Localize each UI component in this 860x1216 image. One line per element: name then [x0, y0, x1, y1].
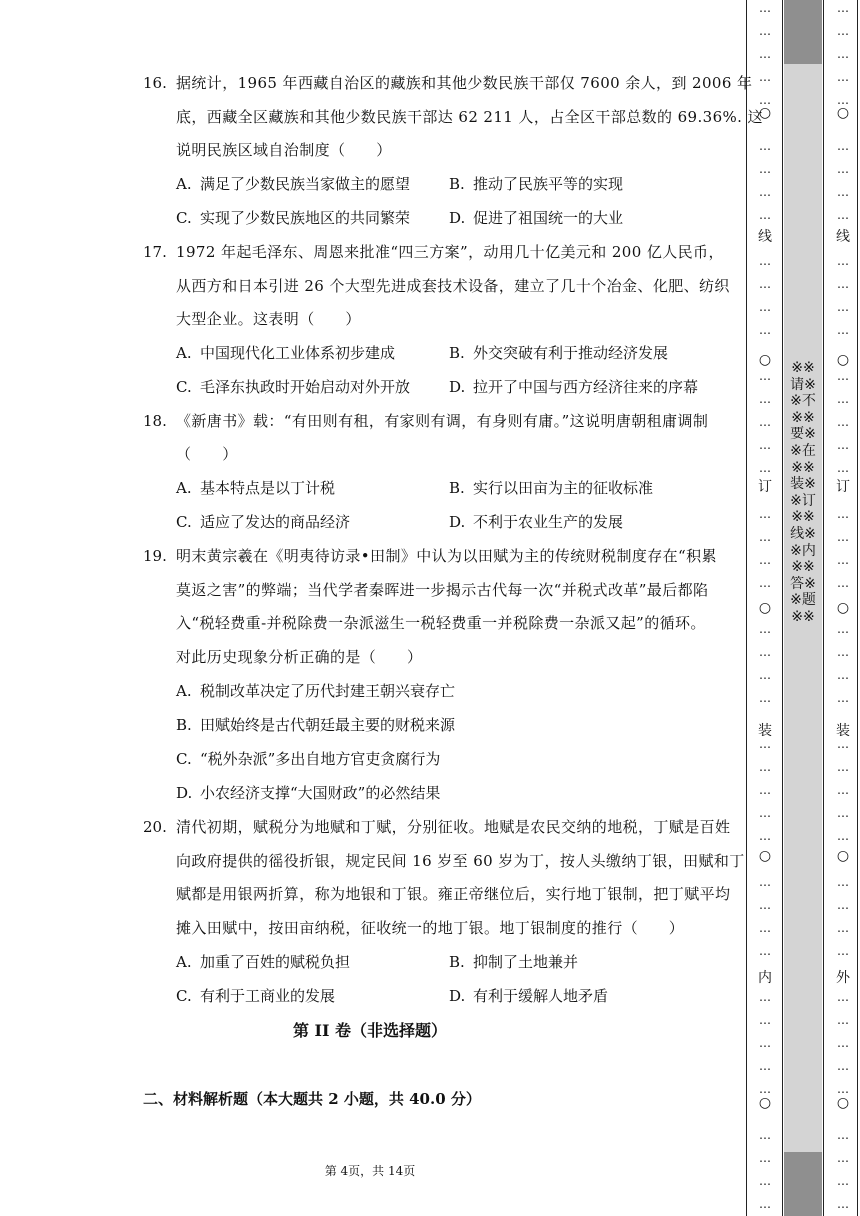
margin-dots: …: [759, 990, 771, 1004]
margin-dots: …: [837, 162, 849, 176]
question-text-line: 《新唐书》载：“有田则有租，有家则有调，有身则有庸。”这说明唐朝租庸调制: [176, 412, 709, 430]
margin-dots: …: [759, 139, 771, 153]
margin-dots: …: [837, 300, 849, 314]
margin-circle: ○: [758, 105, 772, 121]
question-text-line: 大型企业。这表明（ ）: [176, 310, 361, 328]
margin-dots: …: [837, 944, 849, 958]
option-b: B. 田赋始终是古代朝廷最主要的财税来源: [176, 716, 456, 734]
question-number: 20.: [143, 818, 167, 836]
margin-dots: …: [837, 254, 849, 268]
margin-dots: …: [837, 277, 849, 291]
margin-dots: …: [837, 1013, 849, 1027]
margin-dots: …: [837, 438, 849, 452]
margin-dots: …: [837, 921, 849, 935]
margin-dots: …: [837, 990, 849, 1004]
option-a: A. 中国现代化工业体系初步建成: [176, 344, 396, 362]
question-text-line: 据统计，1965 年西藏自治区的藏族和其他少数民族干部仅 7600 余人，到 2006 年: [176, 74, 753, 92]
option-b: B. 实行以田亩为主的征收标准: [449, 479, 654, 497]
margin-dots: …: [759, 806, 771, 820]
margin-dots: …: [837, 70, 849, 84]
margin-dots: …: [759, 737, 771, 751]
option-d: D. 拉开了中国与西方经济往来的序幕: [449, 378, 699, 396]
margin-dots: …: [759, 1059, 771, 1073]
margin-dots: …: [759, 208, 771, 222]
question-number: 18.: [143, 412, 167, 430]
margin-dots: …: [759, 645, 771, 659]
margin-dots: …: [837, 1059, 849, 1073]
margin-label-order: 订: [758, 479, 772, 495]
option-a: A. 基本特点是以丁计税: [176, 479, 336, 497]
margin-dots: …: [837, 530, 849, 544]
question-number: 16.: [143, 74, 167, 92]
margin-label-order: 订: [836, 479, 850, 495]
option-d: D. 小农经济支撑“大国财政”的必然结果: [176, 784, 441, 802]
margin-label-line: 线: [836, 229, 850, 245]
margin-dots: …: [759, 461, 771, 475]
margin-dots: …: [759, 438, 771, 452]
margin-label-line: 线: [758, 229, 772, 245]
margin-dots: …: [759, 47, 771, 61]
margin-dots: …: [837, 645, 849, 659]
no-answer-warning: ※※请※※不※※要※※在※※装※※订※※线※※内※※答※※题※※: [790, 360, 816, 625]
question-text-line: 底，西藏全区藏族和其他少数民族干部达 62 211 人，占全区干部总数的 69.36%. 这: [176, 108, 763, 126]
margin-dots: …: [837, 47, 849, 61]
margin-dots: …: [837, 622, 849, 636]
option-a: A. 加重了百姓的赋税负担: [176, 953, 351, 971]
margin-dots: …: [837, 691, 849, 705]
margin-dots: …: [759, 162, 771, 176]
margin-dots: …: [837, 1, 849, 15]
margin-dots: …: [837, 760, 849, 774]
margin-circle: ○: [836, 1095, 850, 1111]
question-text-line: 从西方和日本引进 26 个大型先进成套技术设备，建立了几十个冶金、化肥、纺织: [176, 277, 730, 295]
margin-dots: …: [759, 1128, 771, 1142]
margin-dots: …: [759, 369, 771, 383]
margin-dots: …: [759, 415, 771, 429]
margin-circle: ○: [758, 600, 772, 616]
margin-dots: …: [759, 553, 771, 567]
margin-dots: …: [759, 70, 771, 84]
margin-dots: …: [837, 1151, 849, 1165]
margin-dots: …: [837, 1036, 849, 1050]
margin-dots: …: [837, 185, 849, 199]
margin-dots: …: [837, 1082, 849, 1096]
option-b: B. 推动了民族平等的实现: [449, 175, 624, 193]
margin-dots: …: [837, 415, 849, 429]
margin-circle: ○: [836, 848, 850, 864]
margin-dots: …: [759, 760, 771, 774]
question-text-line: 入“税轻费重-并税除费一杂派滋生一税轻费重一并税除费一杂派又起”的循环。: [176, 614, 706, 632]
question-text-line: 对此历史现象分析正确的是（ ）: [176, 648, 423, 666]
margin-circle: ○: [758, 352, 772, 368]
margin-dots: …: [759, 300, 771, 314]
option-a: A. 满足了少数民族当家做主的愿望: [176, 175, 411, 193]
margin-dots: …: [837, 898, 849, 912]
margin-dots: …: [837, 737, 849, 751]
strip-bottom-block: [784, 1152, 822, 1216]
margin-dots: …: [759, 24, 771, 38]
margin-dots: …: [837, 1174, 849, 1188]
question-text-line: 莫返之害”的弊端；当代学者秦晖进一步揭示古代每一次“并税式改革”最后都陷: [176, 581, 709, 599]
question-number: 17.: [143, 243, 167, 261]
part-title: 二、材料解析题（本大题共 2 小题，共 40.0 分）: [143, 1090, 481, 1108]
margin-dots: …: [759, 829, 771, 843]
margin-circle: ○: [758, 1095, 772, 1111]
inner-binding-column: [754, 0, 776, 1216]
margin-label-bind: 装: [836, 723, 850, 739]
option-d: D. 促进了祖国统一的大业: [449, 209, 624, 227]
option-a: A. 税制改革决定了历代封建王朝兴衰存亡: [176, 682, 456, 700]
margin-circle: ○: [836, 352, 850, 368]
margin-dots: …: [837, 783, 849, 797]
question-text-line: 清代初期，赋税分为地赋和丁赋，分别征收。地赋是农民交纳的地税，丁赋是百姓: [176, 818, 731, 836]
margin-circle: ○: [836, 600, 850, 616]
margin-dots: …: [759, 875, 771, 889]
margin-dots: …: [837, 668, 849, 682]
margin-border-left: [746, 0, 747, 1216]
margin-dots: …: [759, 1174, 771, 1188]
margin-dots: …: [837, 208, 849, 222]
option-c: C. 有利于工商业的发展: [176, 987, 336, 1005]
margin-dots: …: [759, 691, 771, 705]
question-number: 19.: [143, 547, 167, 565]
question-text-line: 1972 年起毛泽东、周恩来批准“四三方案”，动用几十亿美元和 200 亿人民币，: [176, 243, 724, 261]
margin-dots: …: [759, 323, 771, 337]
margin-dots: …: [759, 1197, 771, 1211]
margin-dots: …: [759, 277, 771, 291]
margin-dots: …: [837, 1128, 849, 1142]
margin-label-outside: 外: [836, 970, 850, 986]
question-text-line: 赋都是用银两折算，称为地银和丁银。雍正帝继位后，实行地丁银制，把丁赋平均: [176, 885, 731, 903]
margin-label-bind: 装: [758, 723, 772, 739]
margin-dots: …: [759, 185, 771, 199]
margin-dots: …: [837, 553, 849, 567]
question-text-line: 明末黄宗羲在《明夷待访录•田制》中认为以田赋为主的传统财税制度存在“积累: [176, 547, 717, 565]
margin-dots: …: [837, 829, 849, 843]
option-d: D. 有利于缓解人地矛盾: [449, 987, 609, 1005]
question-text-line: 向政府提供的徭役折银，规定民间 16 岁至 60 岁为丁，按人头缴纳丁银，田赋和丁: [176, 852, 745, 870]
margin-dots: …: [837, 369, 849, 383]
margin-dots: …: [759, 1036, 771, 1050]
margin-dots: …: [759, 622, 771, 636]
margin-dots: …: [837, 576, 849, 590]
option-c: C. “税外杂派”多出自地方官吏贪腐行为: [176, 750, 441, 768]
margin-border-outer: [823, 0, 824, 1216]
margin-dots: …: [759, 944, 771, 958]
margin-dots: …: [837, 461, 849, 475]
strip-top-block: [784, 0, 822, 64]
margin-dots: …: [837, 93, 849, 107]
margin-dots: …: [759, 898, 771, 912]
option-c: C. 实现了少数民族地区的共同繁荣: [176, 209, 411, 227]
question-text-line: 摊入田赋中，按田亩纳税，征收统一的地丁银。地丁银制度的推行（ ）: [176, 919, 685, 937]
option-c: C. 适应了发达的商品经济: [176, 513, 351, 531]
margin-label-inside: 内: [758, 970, 772, 986]
margin-dots: …: [837, 392, 849, 406]
margin-dots: …: [759, 576, 771, 590]
margin-dots: …: [759, 1151, 771, 1165]
margin-dots: …: [837, 1197, 849, 1211]
margin-dots: …: [837, 507, 849, 521]
margin-dots: …: [837, 139, 849, 153]
margin-dots: …: [837, 323, 849, 337]
option-d: D. 不利于农业生产的发展: [449, 513, 624, 531]
question-text-line: 说明民族区域自治制度（ ）: [176, 141, 392, 159]
outer-binding-column: [832, 0, 854, 1216]
margin-border-inner: [782, 0, 783, 1216]
margin-border-right: [857, 0, 858, 1216]
margin-circle: ○: [836, 105, 850, 121]
margin-dots: …: [837, 875, 849, 889]
margin-circle: ○: [758, 848, 772, 864]
margin-dots: …: [759, 1082, 771, 1096]
margin-dots: …: [759, 921, 771, 935]
option-b: B. 抑制了土地兼并: [449, 953, 579, 971]
section-title: 第 II 卷（非选择题）: [292, 1021, 448, 1040]
margin-dots: …: [759, 783, 771, 797]
margin-dots: …: [837, 806, 849, 820]
margin-dots: …: [759, 254, 771, 268]
question-text-line: （ ）: [176, 445, 238, 463]
margin-dots: …: [759, 668, 771, 682]
option-b: B. 外交突破有利于推动经济发展: [449, 344, 669, 362]
margin-dots: …: [759, 392, 771, 406]
margin-dots: …: [759, 93, 771, 107]
page-footer: 第 4页，共 14页: [324, 1164, 416, 1178]
option-c: C. 毛泽东执政时开始启动对外开放: [176, 378, 411, 396]
margin-dots: …: [837, 24, 849, 38]
margin-dots: …: [759, 530, 771, 544]
margin-dots: …: [759, 1, 771, 15]
margin-dots: …: [759, 507, 771, 521]
margin-dots: …: [759, 1013, 771, 1027]
